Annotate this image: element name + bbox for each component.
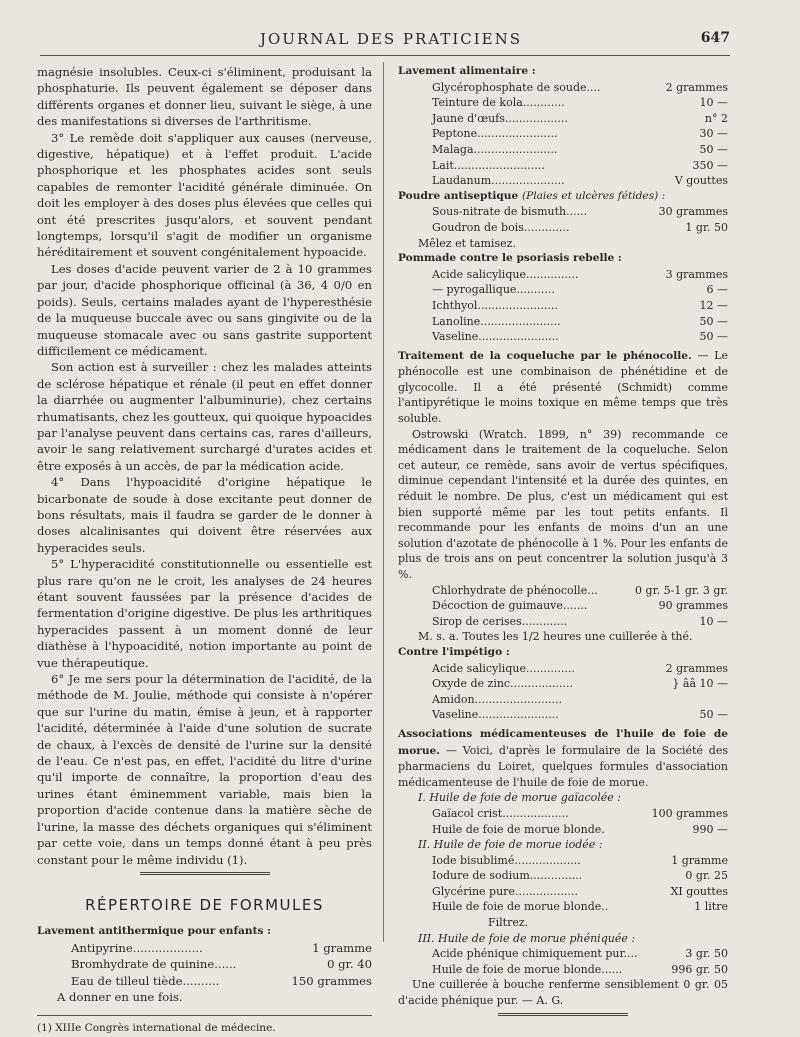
quantity: } ââ 10 — [672,677,728,691]
formula-row [398,614,728,630]
ingredient: Amidon......................... [432,692,563,706]
ingredient: Gaïacol crist................... [432,806,569,820]
ingredient: Huile de foie de morue blonde. [432,822,605,836]
left-column [37,64,372,1037]
paragraph: 6° Je me sers pour la détermination de l'acidité, de la méthode de M. Joulie, méthode qui consiste à n'opérer que sur l'urine du matin, émise à jeun, et à rapporter l'acidité, déterminée à l'aide d'une solution de sucrate de chaux, à l'excès de densité de l'urine sur la densité de l'eau. Ce n'est pas, en effet, l'acidité du litre d'urine qu'il importe de connaître, la proportion d'eau des urines étant éminemment variable, mais bien la proportion d'acide contenue dans la matière sèche de l'urine, la masse des déchets organiques qui s'éliminent par cette voie, dans un temps donné étant à peu près constant pour le même individu (1). [37,672,372,867]
formula-title: Lavement antithermique pour enfants : [37,925,272,938]
formula-row [37,973,372,989]
formula-row [398,142,728,158]
quantity: 100 grammes [651,806,728,820]
formula-row [37,940,372,956]
formula-row [398,314,728,330]
quantity: 0 gr. 25 [685,869,728,883]
quantity: 2 grammes [665,661,728,675]
quantity: 10 — [699,614,728,628]
ingredient: Goudron de bois............. [432,220,570,234]
ingredient: Acide salicylique.............. [432,661,575,675]
quantity: 1 gramme [671,853,728,867]
quantity: 0 gr. 40 [327,957,372,972]
repertoire-heading: RÉPERTOIRE DE FORMULES [85,895,324,914]
quantity: 30 — [699,127,728,141]
ingredient: Lanoline....................... [432,314,561,328]
quantity: V gouttes [674,174,728,188]
quantity: XI gouttes [670,884,728,898]
section-label-text: II. Huile de foie de morue iodée : [418,838,603,852]
formula-row [37,956,372,972]
formula-row [398,962,728,978]
formula-note: Mêlez et tamisez. [418,236,516,250]
quantity: 6 — [706,283,728,297]
ingredient: Jaune d'œufs.................. [432,111,568,125]
formula-row [398,204,728,220]
formula-row [398,282,728,298]
quantity: 90 grammes [658,599,728,613]
section-rule [498,1013,628,1016]
formula-row [398,220,728,236]
ingredient: Iode bisublimé................... [432,853,581,867]
ingredient: Sous-nitrate de bismuth...... [432,205,588,219]
footnote: (1) XIIIe Congrès international de médecine. [37,1015,372,1036]
section-label-text: I. Huile de foie de morue gaïacolée : [418,791,621,805]
paragraph: 4° Dans l'hypoacidité d'origine hépatique le bicarbonate de soude à dose excitante peut donner de bons résultats, mais il faudra se garder de le donner à doses alcalinisantes qui doivent être réservées aux hyperacides seuls. [37,475,372,555]
formula-row [398,583,728,599]
ingredient: Lait.......................... [432,158,545,172]
right-column [398,64,728,1016]
formula-note: A donner en une fois. [57,989,183,1004]
quantity: 50 — [699,314,728,328]
ingredient: Iodure de sodium............... [432,869,583,883]
ingredient: Vaseline....................... [432,708,559,722]
quantity: 996 gr. 50 [671,962,728,976]
formula-row [398,158,728,174]
formula-row [398,868,728,884]
paragraph: magnésie insolubles. Ceux-ci s'éliminent, produisant la phosphaturie. Ils peuvent également se déposer dans différents organes et donner lieu, suivant le siège, à une des manifestations si diverses de l'arthritisme. [37,65,372,129]
ingredient: — pyrogallique........... [432,283,555,297]
formula-row [398,80,728,96]
quantity: 30 grammes [658,205,728,219]
ingredient: Malaga........................ [432,142,558,156]
quantity: 12 — [699,298,728,312]
ingredient: Vaseline....................... [432,330,559,344]
ingredient: Glycérine pure.................. [432,884,578,898]
formula-row [398,126,728,142]
article-title: Associations médicamenteuses de l'huile de foie de morue. [398,727,728,757]
quantity: 50 — [699,142,728,156]
quantity: 0 gr. 5-1 gr. 3 gr. [635,583,728,597]
formula-note: M. s. a. Toutes les 1/2 heures une cuillerée à thé. [418,630,693,644]
formula-title [398,189,728,205]
section-label [398,837,728,853]
formula-row [398,806,728,822]
formula-row [398,884,728,900]
ingredient: Oxyde de zinc.................. [432,677,574,691]
formula-row [398,598,728,614]
formula-title: Lavement alimentaire : [398,65,536,77]
formula-title: Contre l'impétigo : [398,645,510,658]
article-text: — Le phénocolle est une combinaison de phénétidine et de glycocolle. Il a été présenté (Schmidt) comme l'antipyrétique le moins toxique en même temps que très soluble. [398,348,729,426]
ingredient: Bromhydrate de quinine...... [71,957,237,972]
paragraph: 5° L'hyperacidité constitutionnelle ou essentielle est plus rare qu'on ne le croit, les analyses de 24 heures étant souvent faussées par la présence d'acides de fermentation d'origine digestive. De plus les arthritiques hyperacides passent à un moment donné de leur diathèse à l'hypoacidité, notion importante au point de vue thérapeutique. [37,557,372,670]
ingredient: Ichthyol....................... [432,298,558,312]
formula-row [398,329,728,345]
ingredient: Eau de tilleul tiède.......... [71,973,220,988]
quantity: 1 litre [694,900,728,914]
formula-subtitle: (Plaies et ulcères fétides) : [521,189,666,202]
article-text: — Voici, d'après le formulaire de la Société des pharmaciens du Loiret, quelques formules d'association médicamenteuse de l'huile de foie de morue. [398,743,728,789]
formula-row [398,267,728,283]
paragraph: Ostrowski (Wratch. 1899, n° 39) recommande ce médicament dans le traitement de la coqueluche. Selon cet auteur, ce remède, sans avoir de vertus spécifiques, diminue cependant l'intensité et la durée des quintes, en réduit le nombre. De plus, c'est un médicament qui est bien supporté même par les tout petits enfants. Il recommande pour les enfants de moins d'un an une solution d'azotate de phénocolle à 1 %. Pour les enfants de plus de trois ans on peut concentrer la solution jusqu'à 3 %. [398,427,728,581]
quantity: 1 gr. 50 [685,220,728,234]
ingredient: Chlorhydrate de phénocolle... [432,583,598,597]
paragraph [398,726,728,790]
quantity: 1 gramme [312,940,372,955]
section-label [398,931,728,947]
ingredient: Antipyrine................... [71,940,203,955]
quantity: 10 — [699,96,728,110]
header-rule [40,55,730,56]
formula-row [398,899,728,915]
page-number: 647 [700,30,730,46]
section-rule [140,872,270,875]
formula-note: Filtrez. [488,916,529,930]
page-header [40,30,730,50]
quantity: 350 — [692,158,728,172]
section-label [398,790,728,806]
quantity: 3 grammes [665,267,728,281]
quantity: 50 — [699,708,728,722]
formula-row [398,173,728,189]
formula-row [398,661,728,677]
quantity: n° 2 [704,111,728,125]
formula-row [398,946,728,962]
paragraph: 3° Le remède doit s'appliquer aux causes (nerveuse, digestive, hépatique) et à l'effet produit. L'acide phosphorique et les phosphates acides sont seuls capables de remonter l'acidité générale diminuée. On doit les employer à des doses plus élevées que celles qui ont été prescrites jusqu'alors, et souvent pendant longtemps, lorsqu'il s'agit de modifier un organisme héréditairement et souvent congénitalement hypoacide. [37,130,372,260]
ingredient: Huile de foie de morue blonde.. [432,900,609,914]
ingredient: Sirop de cerises............. [432,614,568,628]
paragraph: Son action est à surveiller : chez les malades atteints de sclérose hépatique et rénale (il peut en effet donner la diarrhée ou augmenter l'albuminurie), chez certains rhumatisants, chez les goutteux, qui quoique hypoacides par l'analyse peuvent dans certains cas, rares d'ailleurs, avoir le sang relativement surchargé d'urates acides et être exposés à un accès, de par la médication acide. [37,360,372,473]
quantity: 990 — [692,822,728,836]
quantity: 50 — [699,330,728,344]
quantity: 150 grammes [291,973,372,988]
formula-row [398,822,728,838]
ingredient: Acide phénique chimiquement pur.... [432,947,638,961]
formula-row [398,95,728,111]
quantity: 3 gr. 50 [685,947,728,961]
ingredient: Huile de foie de morue blonde...... [432,962,623,976]
column-divider [383,62,384,942]
paragraph: Une cuillerée à bouche renferme sensiblement 0 gr. 05 d'acide phénique pur. — A. G. [398,978,728,1008]
formula-row [398,298,728,314]
formula-row [398,707,728,723]
ingredient: Acide salicylique............... [432,267,579,281]
formula-row [398,111,728,127]
ingredient: Peptone....................... [432,127,558,141]
ingredient: Teinture de kola............ [432,96,565,110]
journal-title: JOURNAL DES PRATICIENS [260,30,523,48]
formula-row [398,692,728,708]
quantity: 2 grammes [665,80,728,94]
formula-title-text: Poudre antiseptique [398,189,519,202]
formula-row [398,676,728,692]
article-title: Traitement de la coqueluche par le phénocolle. [398,349,692,362]
paragraph: Les doses d'acide peuvent varier de 2 à 10 grammes par jour, d'acide phosphorique officinal (à 36, 4 0/0 en poids). Seuls, certains malades ayant de l'hyperesthésie de la muqueuse buccale avec ou sans gingivite ou de la muqueuse stomacale avec ou sans gastrite supportent difficilement ce médicament. [37,261,372,358]
ingredient: Glycérophosphate de soude.... [432,80,601,94]
section-label-text: III. Huile de foie de morue phéniquée : [418,931,636,945]
formula-title: Pommade contre le psoriasis rebelle : [398,252,622,265]
formula-row [398,853,728,869]
ingredient: Laudanum..................... [432,174,565,188]
paragraph [398,348,728,427]
ingredient: Décoction de guimauve....... [432,599,588,613]
